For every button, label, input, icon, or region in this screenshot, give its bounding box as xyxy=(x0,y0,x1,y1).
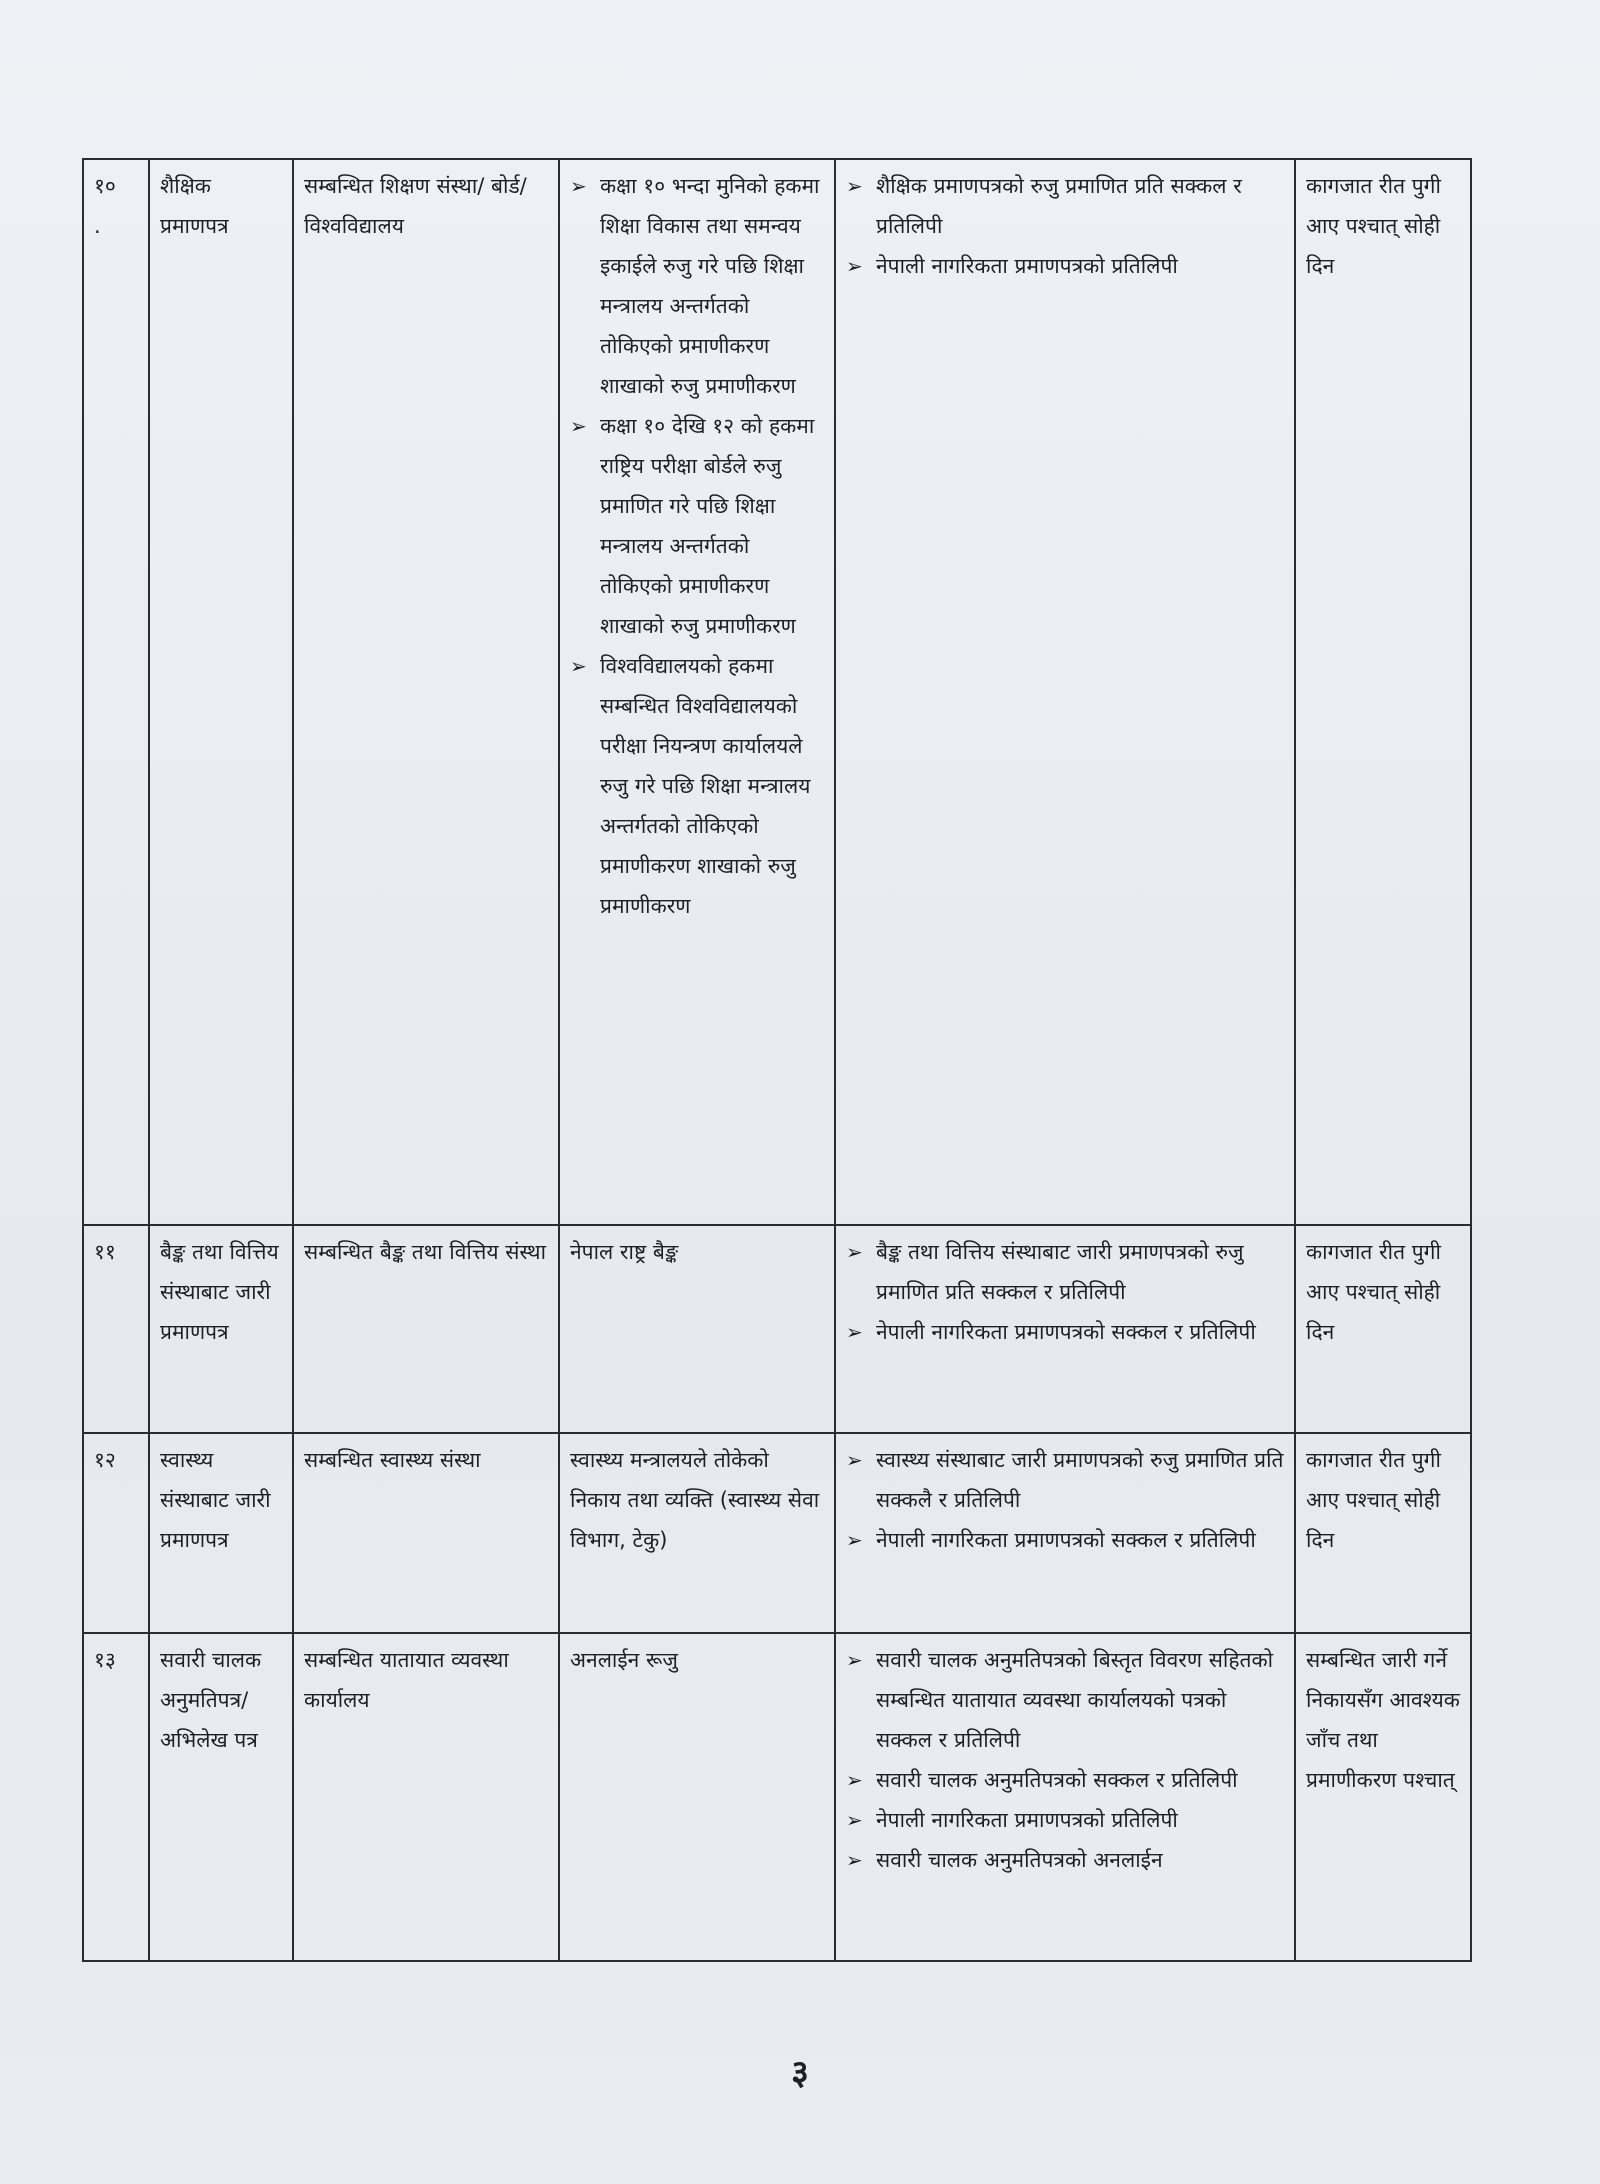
page-number: ३ xyxy=(791,2053,809,2093)
issuer-cell: सम्बन्धित शिक्षण संस्था/ बोर्ड/ विश्वविद्यालय xyxy=(293,159,559,1225)
table-row xyxy=(83,1433,1471,1633)
list-item: ➢ शैक्षिक प्रमाणपत्रको रुजु प्रमाणित प्रति सक्कल र प्रतिलिपी xyxy=(846,166,1284,246)
table-row xyxy=(83,159,1471,1225)
table-row xyxy=(83,1225,1471,1433)
list-item: ➢ विश्वविद्यालयको हकमा सम्बन्धित विश्वविद्यालयको परीक्षा नियन्त्रण कार्यालयले रुजु गरे पछि शिक्षा मन्त्रालय अन्तर्गतको तोकिएको प्रमाणीकरण शाखाको रुजु प्रमाणीकरण xyxy=(570,646,824,926)
verifier-cell: नेपाल राष्ट्र बैङ्क xyxy=(559,1225,835,1433)
required-docs-list xyxy=(846,166,1284,286)
timeline-cell: कागजात रीत पुगी आए पश्चात् सोही दिन xyxy=(1295,1225,1471,1433)
verifier-cell xyxy=(559,159,835,1225)
row-number-text: १० . xyxy=(94,174,116,238)
list-item: ➢ नेपाली नागरिकता प्रमाणपत्रको सक्कल र प्रतिलिपी xyxy=(846,1312,1284,1352)
list-item: ➢ नेपाली नागरिकता प्रमाणपत्रको सक्कल र प्रतिलिपी xyxy=(846,1520,1284,1560)
list-item: ➢ स्वास्थ्य संस्थाबाट जारी प्रमाणपत्रको रुजु प्रमाणित प्रति सक्कलै र प्रतिलिपी xyxy=(846,1440,1284,1520)
row-number: ११ xyxy=(83,1225,149,1433)
issuer-cell: सम्बन्धित स्वास्थ्य संस्था xyxy=(293,1433,559,1633)
list-item: ➢ कक्षा १० भन्दा मुनिको हकमा शिक्षा विकास तथा समन्वय इकाईले रुजु गरे पछि शिक्षा मन्त्रालय अन्तर्गतको तोकिएको प्रमाणीकरण शाखाको रुजु प्रमाणीकरण xyxy=(570,166,824,406)
list-item: ➢ नेपाली नागरिकता प्रमाणपत्रको प्रतिलिपी xyxy=(846,246,1284,286)
list-item: ➢ सवारी चालक अनुमतिपत्रको अनलाईन xyxy=(846,1840,1284,1880)
list-item: ➢ सवारी चालक अनुमतिपत्रको सक्कल र प्रतिलिपी xyxy=(846,1760,1284,1800)
list-item: ➢ नेपाली नागरिकता प्रमाणपत्रको प्रतिलिपी xyxy=(846,1800,1284,1840)
verifier-cell: स्वास्थ्य मन्त्रालयले तोकेको निकाय तथा व्यक्ति (स्वास्थ्य सेवा विभाग, टेकु) xyxy=(559,1433,835,1633)
list-item: ➢ बैङ्क तथा वित्तिय संस्थाबाट जारी प्रमाणपत्रको रुजु प्रमाणित प्रति सक्कल र प्रतिलिपी xyxy=(846,1232,1284,1312)
document-cell: सवारी चालक अनुमतिपत्र/ अभिलेख पत्र xyxy=(149,1633,293,1961)
row-number xyxy=(83,159,149,1225)
row-number: १२ xyxy=(83,1433,149,1633)
list-item: ➢ सवारी चालक अनुमतिपत्रको बिस्तृत विवरण सहितको सम्बन्धित यातायात व्यवस्था कार्यालयको पत्रको सक्कल र प्रतिलिपी xyxy=(846,1640,1284,1760)
document-cell: शैक्षिक प्रमाणपत्र xyxy=(149,159,293,1225)
required-docs-cell xyxy=(835,1633,1295,1961)
required-docs-cell xyxy=(835,1433,1295,1633)
required-docs-list xyxy=(846,1232,1284,1352)
document-cell: स्वास्थ्य संस्थाबाट जारी प्रमाणपत्र xyxy=(149,1433,293,1633)
document-cell: बैङ्क तथा वित्तिय संस्थाबाट जारी प्रमाणपत्र xyxy=(149,1225,293,1433)
timeline-cell: सम्बन्धित जारी गर्ने निकायसँग आवश्यक जाँच तथा प्रमाणीकरण पश्चात् xyxy=(1295,1633,1471,1961)
table-row xyxy=(83,1633,1471,1961)
row-number: १३ xyxy=(83,1633,149,1961)
issuer-cell: सम्बन्धित बैङ्क तथा वित्तिय संस्था xyxy=(293,1225,559,1433)
verification-table xyxy=(82,158,1472,1962)
verifier-cell: अनलाईन रूजु xyxy=(559,1633,835,1961)
verifier-list xyxy=(570,166,824,926)
issuer-cell: सम्बन्धित यातायात व्यवस्था कार्यालय xyxy=(293,1633,559,1961)
required-docs-list xyxy=(846,1640,1284,1880)
list-item: ➢ कक्षा १० देखि १२ को हकमा राष्ट्रिय परीक्षा बोर्डले रुजु प्रमाणित गरे पछि शिक्षा मन्त्रालय अन्तर्गतको तोकिएको प्रमाणीकरण शाखाको रुजु प्रमाणीकरण xyxy=(570,406,824,646)
timeline-cell: कागजात रीत पुगी आए पश्चात् सोही दिन xyxy=(1295,159,1471,1225)
required-docs-cell xyxy=(835,159,1295,1225)
required-docs-cell xyxy=(835,1225,1295,1433)
required-docs-list xyxy=(846,1440,1284,1560)
timeline-cell: कागजात रीत पुगी आए पश्चात् सोही दिन xyxy=(1295,1433,1471,1633)
